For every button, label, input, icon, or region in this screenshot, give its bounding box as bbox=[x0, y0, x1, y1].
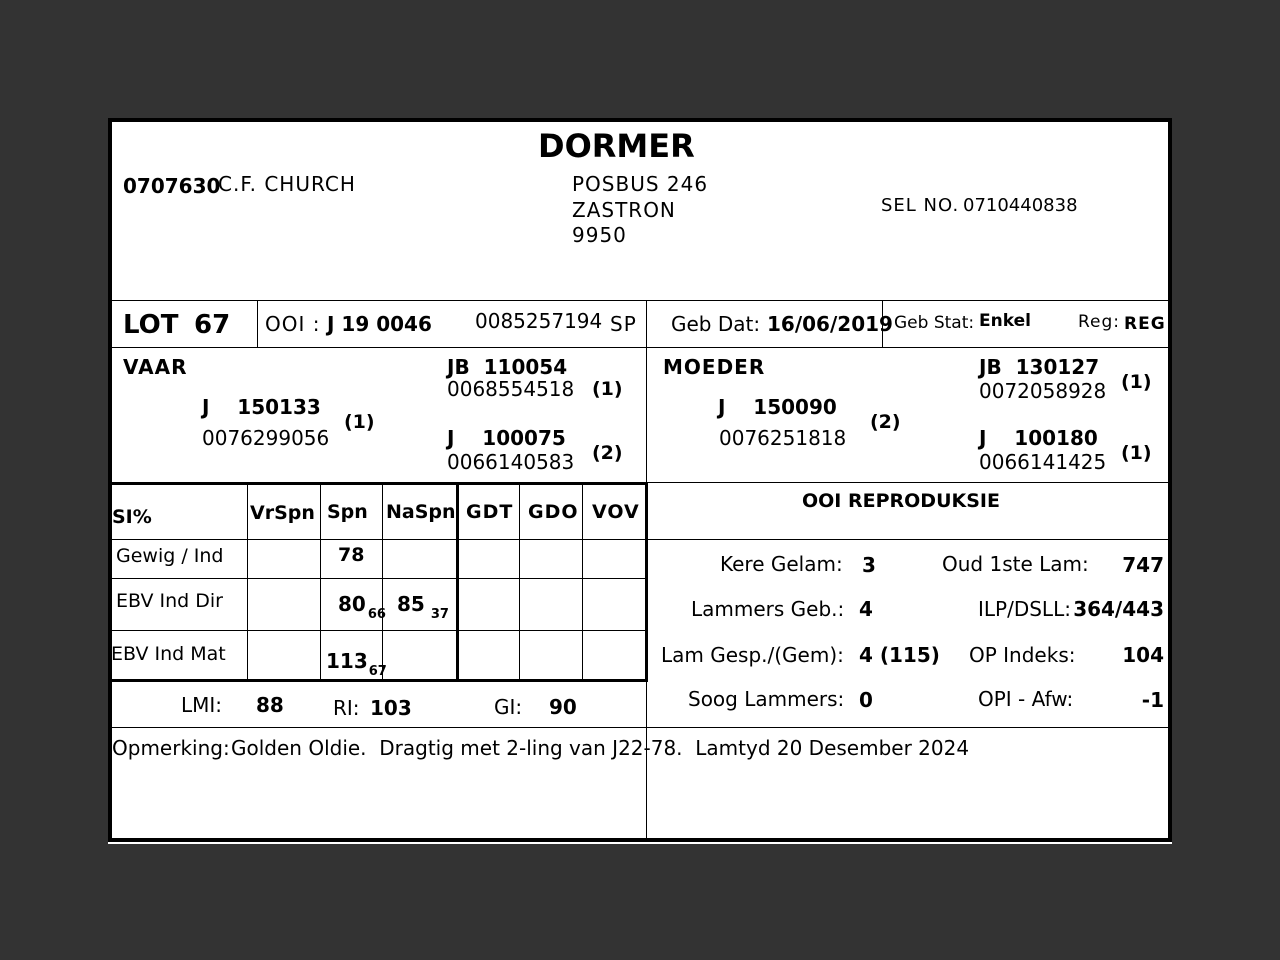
lot-number: 67 bbox=[194, 310, 231, 340]
reproduksie-value-lam-gesp: 4 (115) bbox=[859, 643, 940, 667]
seller-code: 0707630 bbox=[123, 174, 221, 198]
sp-label: SP bbox=[610, 312, 637, 336]
reproduksie-label-kere-gelam: Kere Gelam: bbox=[720, 552, 843, 576]
reproduksie-value-soog-lammers: 0 bbox=[859, 688, 873, 712]
reproduksie-label-op-indeks: OP Indeks: bbox=[969, 643, 1076, 667]
moeder-label: MOEDER bbox=[663, 355, 766, 379]
si-table-thick-col bbox=[456, 482, 459, 682]
si-row-spn-subscript: 67 bbox=[368, 664, 387, 679]
divider-lot-top bbox=[112, 300, 1168, 301]
reproduksie-value-kere-gelam: 3 bbox=[862, 553, 876, 577]
vaar-code: (1) bbox=[344, 411, 375, 433]
reproduksie-value-opi-afw: -1 bbox=[1141, 688, 1164, 712]
si-header-spn: Spn bbox=[327, 501, 368, 523]
si-row-spn-value: 113 bbox=[326, 649, 368, 673]
vaar-sire-id: JB 110054 bbox=[447, 355, 568, 379]
vaar-dam-id: J 100075 bbox=[447, 426, 566, 450]
divider-lot-col1 bbox=[257, 300, 258, 347]
seller-address-line-2: ZASTRON bbox=[572, 198, 676, 222]
moeder-dam-code: (1) bbox=[1121, 442, 1152, 464]
si-row-naspn-value: 85 bbox=[397, 592, 425, 616]
si-corner-label: SI% bbox=[112, 506, 152, 528]
si-row-spn: 78 bbox=[338, 544, 365, 566]
vaar-number: 0076299056 bbox=[202, 426, 330, 450]
reproduksie-label-oud-1ste-lam: Oud 1ste Lam: bbox=[942, 552, 1089, 576]
opmerking-label: Opmerking: bbox=[112, 736, 230, 760]
moeder-id: J 150090 bbox=[718, 395, 837, 419]
si-row-spn bbox=[326, 651, 387, 678]
seller-name: C.F. CHURCH bbox=[218, 172, 356, 196]
card-border-left bbox=[108, 118, 112, 842]
moeder-dam-id: J 100180 bbox=[979, 426, 1098, 450]
reproduksie-label-ilp-dsll: ILP/DSLL: bbox=[978, 597, 1071, 621]
si-row-naspn bbox=[397, 594, 449, 621]
reproduksie-title-divider bbox=[646, 539, 1168, 540]
si-header-vov: VOV bbox=[592, 501, 640, 523]
reproduksie-value-lammers-geb: 4 bbox=[859, 597, 873, 621]
moeder-sire-number: 0072058928 bbox=[979, 379, 1107, 403]
si-row-label: EBV Ind Mat bbox=[111, 643, 226, 665]
breed-title: DORMER bbox=[538, 127, 695, 165]
reproduksie-value-op-indeks: 104 bbox=[1122, 643, 1164, 667]
vaar-sire-code: (1) bbox=[592, 378, 623, 400]
reg-value: REG bbox=[1124, 314, 1166, 334]
divider-lot-bottom bbox=[112, 347, 1168, 348]
reproduksie-title: OOI REPRODUKSIE bbox=[802, 490, 1000, 512]
vaar-label: VAAR bbox=[123, 355, 188, 379]
lot-label: LOT bbox=[123, 310, 179, 340]
si-table-top bbox=[110, 482, 648, 485]
si-row-label: EBV Ind Dir bbox=[116, 590, 223, 612]
reproduksie-label-soog-lammers: Soog Lammers: bbox=[688, 687, 845, 711]
card-border-bottom bbox=[108, 838, 1172, 842]
si-table-row3 bbox=[112, 630, 646, 631]
vaar-sire-number: 0068554518 bbox=[447, 377, 575, 401]
sel-no-label: SEL NO. bbox=[881, 195, 960, 216]
reg-label: Reg: bbox=[1078, 312, 1121, 332]
opmerking-text: Golden Oldie. Dragtig met 2-ling van J22-78. Lamtyd 20 Desember 2024 bbox=[231, 736, 970, 760]
ooi-id-number: 0085257194 bbox=[475, 309, 603, 333]
si-table-bottom bbox=[110, 679, 648, 682]
lmi-value: 88 bbox=[256, 693, 284, 717]
si-table-row1 bbox=[112, 539, 646, 540]
si-row-spn-subscript: 66 bbox=[367, 607, 386, 622]
divider-lot-col2 bbox=[646, 300, 647, 347]
ri-value: 103 bbox=[370, 696, 412, 720]
geb-stat-value: Enkel bbox=[979, 311, 1031, 331]
reproduksie-label-opi-afw: OPI - Afw: bbox=[978, 687, 1074, 711]
reproduksie-label-lam-gesp: Lam Gesp./(Gem): bbox=[661, 643, 844, 667]
moeder-sire-id: JB 130127 bbox=[979, 355, 1100, 379]
si-table-col2 bbox=[320, 482, 321, 682]
geb-dat-value: 16/06/2019 bbox=[767, 312, 893, 336]
gi-label: GI: bbox=[494, 695, 523, 719]
card-border-right bbox=[1168, 118, 1172, 842]
si-table-right bbox=[645, 482, 648, 682]
geb-dat-label: Geb Dat: bbox=[671, 312, 761, 336]
moeder-dam-number: 0066141425 bbox=[979, 450, 1107, 474]
ooi-label: OOI : bbox=[265, 312, 321, 336]
si-row-spn-value: 80 bbox=[338, 592, 366, 616]
ri-label: RI: bbox=[333, 696, 360, 720]
seller-address-line-1: POSBUS 246 bbox=[572, 172, 709, 196]
si-header-naspn: NaSpn bbox=[386, 501, 456, 523]
vaar-id: J 150133 bbox=[202, 395, 321, 419]
reproduksie-value-ilp-dsll: 364/443 bbox=[1073, 597, 1164, 621]
moeder-number: 0076251818 bbox=[719, 426, 847, 450]
si-header-gdo: GDO bbox=[528, 501, 579, 523]
si-table-col1 bbox=[247, 482, 248, 682]
si-table-col6 bbox=[582, 482, 583, 682]
vaar-dam-number: 0066140583 bbox=[447, 450, 575, 474]
reproduksie-label-lammers-geb: Lammers Geb.: bbox=[691, 597, 845, 621]
si-header-gdt: GDT bbox=[466, 501, 514, 523]
si-row-spn bbox=[338, 594, 386, 621]
si-table-col5 bbox=[519, 482, 520, 682]
vaar-dam-code: (2) bbox=[592, 442, 623, 464]
sel-no-value: 0710440838 bbox=[963, 195, 1078, 216]
si-row-label: Gewig / Ind bbox=[116, 545, 224, 567]
si-row-naspn-subscript: 37 bbox=[430, 607, 449, 622]
geb-stat-label: Geb Stat: bbox=[894, 313, 975, 333]
seller-address-line-3: 9950 bbox=[572, 223, 627, 247]
ooi-value: J 19 0046 bbox=[327, 312, 432, 336]
card-border-top bbox=[108, 118, 1172, 122]
moeder-sire-code: (1) bbox=[1121, 371, 1152, 393]
divider-opmerking-top bbox=[112, 727, 1168, 728]
si-table-row2 bbox=[112, 578, 646, 579]
lmi-label: LMI: bbox=[181, 693, 223, 717]
moeder-code: (2) bbox=[870, 411, 901, 433]
reproduksie-value-oud-1ste-lam: 747 bbox=[1122, 553, 1164, 577]
si-header-vrspn: VrSpn bbox=[250, 502, 315, 524]
gi-value: 90 bbox=[549, 695, 577, 719]
lot-card bbox=[108, 118, 1172, 844]
